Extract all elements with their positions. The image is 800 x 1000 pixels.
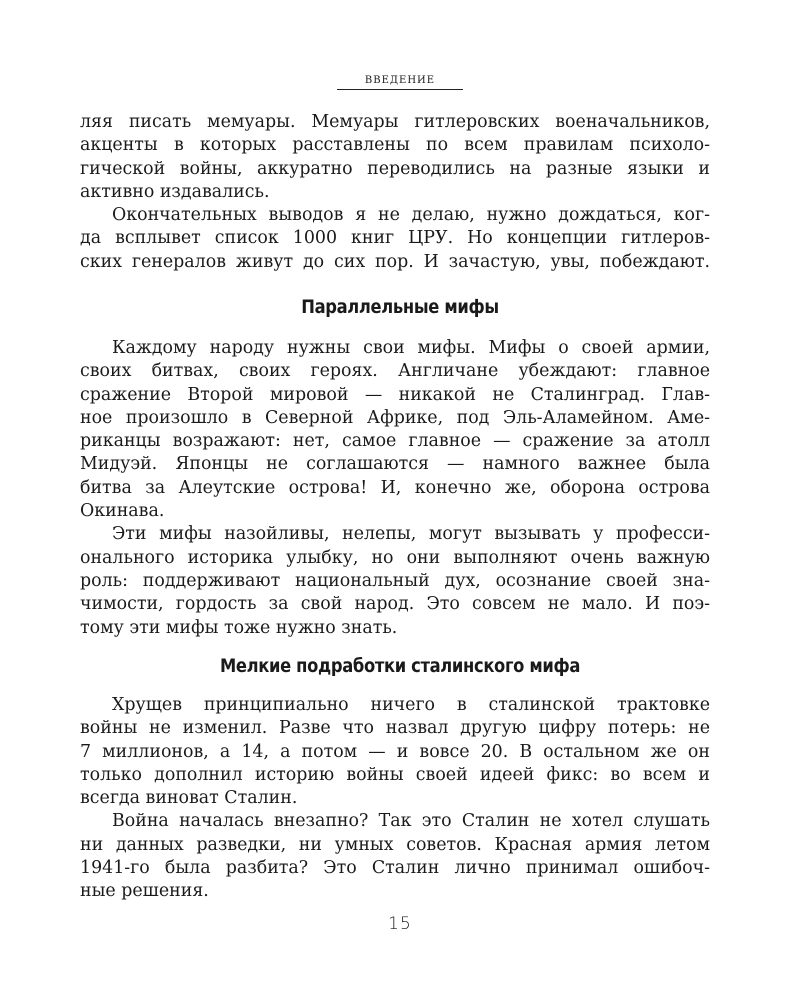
text-line: войны не изменил. Разве что назвал другую цифру потерь: не [80, 718, 710, 739]
text-line: Окончательных выводов я не делаю, нужно дождаться, ког- [112, 205, 710, 226]
text-block-myths [80, 337, 710, 640]
text-line: 1941-го была разбита? Это Сталин лично принимал ошибоч- [80, 858, 710, 879]
paragraph [80, 111, 710, 204]
text-line: Эти мифы назойливы, нелепы, могут вызывать у професси- [112, 524, 710, 545]
text-line: активно издавались. [80, 181, 270, 202]
text-line: 7 миллионов, а 14, а потом — и вовсе 20. В остальном же он [80, 741, 710, 762]
text-block-intro [80, 111, 710, 274]
text-line: Окинава. [80, 501, 165, 522]
paragraph [80, 204, 710, 274]
paragraph [80, 337, 710, 523]
text-block-stalin [80, 694, 710, 904]
text-line: Мидуэй. Японцы не соглашаются — намного важнее была [80, 454, 710, 475]
text-line: тому эти мифы тоже нужно знать. [80, 617, 398, 638]
text-line: только дополнил историю войны своей идеей фикс: во всем и [80, 764, 710, 785]
paragraph [80, 810, 710, 903]
text-line: сражение Второй мировой — никакой не Сталинград. Глав- [80, 384, 710, 405]
text-line: ное произошло в Северной Африке, под Эль-Аламейном. Аме- [80, 407, 710, 428]
text-line: да всплывет список 1000 книг ЦРУ. Но концепции гитлеров- [80, 228, 710, 249]
section-heading: Параллельные мифы [301, 296, 499, 318]
text-line: ляя писать мемуары. Мемуары гитлеровских военачальников, [80, 112, 710, 132]
text-line: роль: поддерживают национальный дух, осознание своей зна- [80, 570, 710, 591]
running-head [0, 68, 800, 90]
text-line: своих битвах, своих героях. Англичане убеждают: главное [80, 361, 710, 382]
text-line: всегда виноват Сталин. [80, 788, 298, 809]
text-line: Хрущев принципиально ничего в сталинской трактовке [112, 695, 710, 715]
text-line: риканцы возражают: нет, самое главное — сражение за атолл [80, 431, 710, 452]
text-line: ные решения. [80, 881, 209, 902]
page-number: 15 [388, 914, 412, 934]
running-head-text: ВВЕДЕНИЕ [337, 75, 463, 90]
text-line: Война началась внезапно? Так это Сталин не хотел слушать [112, 811, 710, 832]
text-line: Каждому народу нужны свои мифы. Мифы о своей армии, [112, 338, 710, 358]
paragraph [80, 523, 710, 639]
text-line: ни данных разведки, ни умных советов. Красная армия летом [80, 834, 710, 855]
text-line: битва за Алеутские острова! И, конечно же, оборона острова [80, 477, 710, 498]
paragraph [80, 694, 710, 810]
text-line: ских генералов живут до сих пор. И зачастую, увы, побеждают. [80, 251, 710, 272]
section-heading: Мелкие подработки сталинского мифа [219, 655, 581, 677]
text-line: онального историка улыбку, но они выполняют очень важную [80, 547, 710, 568]
text-line: гической войны, аккуратно переводились на разные языки и [80, 158, 710, 179]
text-line: акценты в которых расставлены по всем правилам психоло- [80, 135, 710, 156]
text-line: чимости, гордость за свой народ. Это совсем не мало. И поэ- [80, 594, 710, 615]
